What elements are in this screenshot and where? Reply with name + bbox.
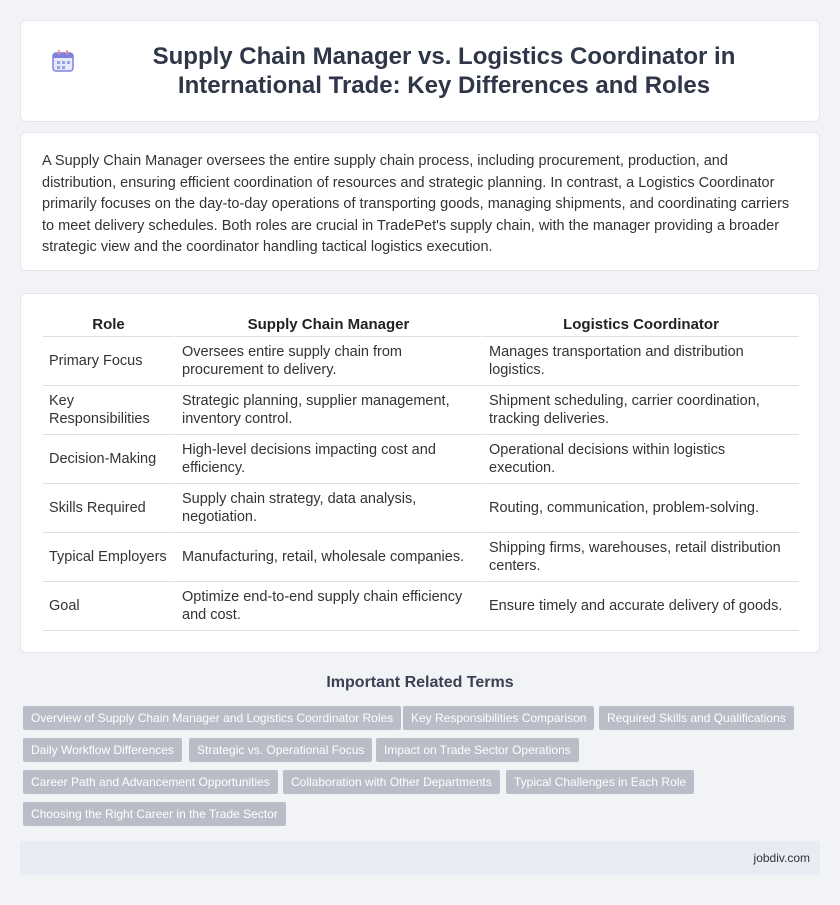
related-term-tag[interactable]: Daily Workflow Differences: [23, 738, 182, 762]
row-label: Typical Employers: [43, 533, 174, 582]
table-header-row: [43, 312, 799, 337]
title-card: [20, 20, 820, 122]
logistics-coordinator-cell: Shipping firms, warehouses, retail distribution centers.: [481, 533, 799, 582]
row-label: Skills Required: [43, 484, 174, 533]
related-term-tag[interactable]: Overview of Supply Chain Manager and Logistics Coordinator Roles: [23, 706, 401, 730]
logistics-coordinator-cell: Shipment scheduling, carrier coordination, tracking deliveries.: [481, 386, 799, 435]
logistics-coordinator-cell: Manages transportation and distribution logistics.: [481, 337, 799, 386]
table-row: [43, 533, 799, 582]
page-title: Supply Chain Manager vs. Logistics Coordinator in International Trade: Key Differences and Roles: [152, 43, 736, 99]
supply-chain-manager-cell: Manufacturing, retail, wholesale companies.: [174, 533, 481, 582]
table-row: [43, 582, 799, 631]
row-label: Goal: [43, 582, 174, 631]
header-logistics-coordinator: Logistics Coordinator: [481, 312, 799, 337]
intro-card: [20, 132, 820, 271]
table-row: [43, 435, 799, 484]
supply-chain-manager-cell: Strategic planning, supplier management, inventory control.: [174, 386, 481, 435]
supply-chain-manager-cell: Supply chain strategy, data analysis, negotiation.: [174, 484, 481, 533]
header-role: Role: [43, 312, 174, 337]
related-term-tag[interactable]: Required Skills and Qualifications: [599, 706, 794, 730]
supply-chain-manager-cell: Optimize end-to-end supply chain efficiency and cost.: [174, 582, 481, 631]
row-label: Primary Focus: [43, 337, 174, 386]
related-term-tag[interactable]: Typical Challenges in Each Role: [506, 770, 694, 794]
related-terms-title: Important Related Terms: [326, 674, 514, 691]
calendar-icon: [50, 48, 76, 74]
related-term-tag[interactable]: Choosing the Right Career in the Trade Sector: [23, 802, 286, 826]
header-supply-chain-manager: Supply Chain Manager: [174, 312, 481, 337]
title-wrap: [50, 42, 790, 100]
row-label: Key Responsibilities: [43, 386, 174, 435]
intro-paragraph: A Supply Chain Manager oversees the entire supply chain process, including procurement, production, and distribution, ensuring efficient coordination of resources and strategic planning. In contrast, a Logistics Coordinator primarily focuses on the day-to-day operations of transporting goods, managing shipments, and coordinating carriers to meet delivery schedules. Both roles are crucial in TradePet's supply chain, with the manager providing a broader strategic view and the coordinator handling tactical logistics execution.: [42, 153, 790, 255]
footer: [20, 841, 820, 875]
related-term-tag[interactable]: Strategic vs. Operational Focus: [189, 738, 372, 762]
table-row: [43, 337, 799, 386]
logistics-coordinator-cell: Routing, communication, problem-solving.: [481, 484, 799, 533]
related-term-tag[interactable]: Collaboration with Other Departments: [283, 770, 500, 794]
logistics-coordinator-cell: Operational decisions within logistics execution.: [481, 435, 799, 484]
row-label: Decision-Making: [43, 435, 174, 484]
related-term-tag[interactable]: Impact on Trade Sector Operations: [376, 738, 579, 762]
supply-chain-manager-cell: High-level decisions impacting cost and efficiency.: [174, 435, 481, 484]
footer-site-link[interactable]: jobdiv.com: [753, 851, 810, 865]
table-row: [43, 484, 799, 533]
related-term-tag[interactable]: Career Path and Advancement Opportunities: [23, 770, 278, 794]
related-term-tag[interactable]: Key Responsibilities Comparison: [403, 706, 594, 730]
comparison-card: [20, 293, 820, 653]
comparison-table: [43, 312, 799, 631]
logistics-coordinator-cell: Ensure timely and accurate delivery of goods.: [481, 582, 799, 631]
supply-chain-manager-cell: Oversees entire supply chain from procurement to delivery.: [174, 337, 481, 386]
table-row: [43, 386, 799, 435]
